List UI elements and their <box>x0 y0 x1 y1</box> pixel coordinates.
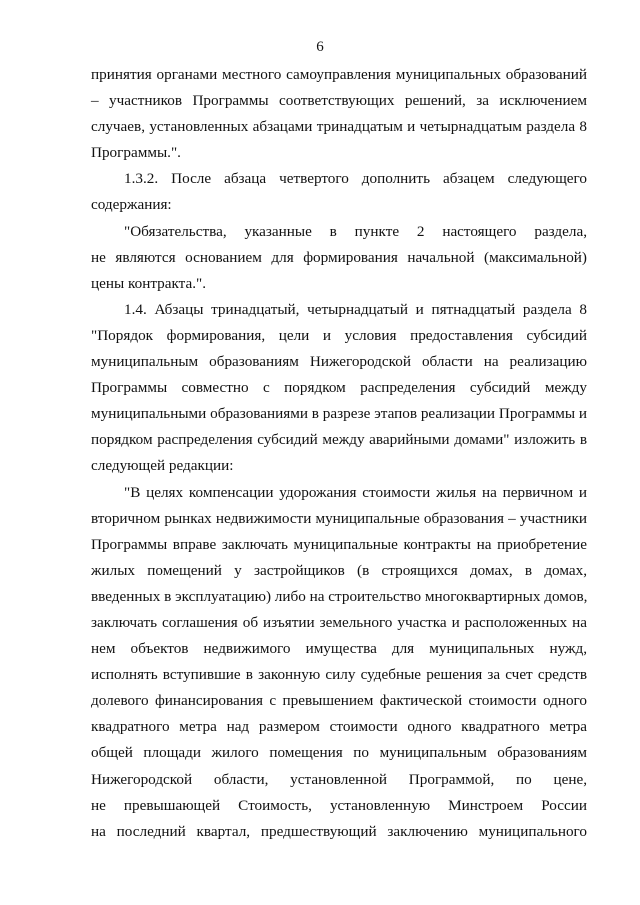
text-line: Программы.". <box>91 144 181 162</box>
text-line: заключать соглашения об изъятии земельного участка и расположенных на <box>91 613 587 631</box>
text-line: не являются основанием для формирования начальной (максимальной) <box>91 248 587 266</box>
text-line: 1.3.2. После абзаца четвертого дополнить абзацем следующего <box>124 170 587 188</box>
text-line: жилых помещений у застройщиков (в строящихся домах, в домах, <box>91 561 587 579</box>
text-line: квадратного метра над размером стоимости одного квадратного метра <box>91 718 587 736</box>
text-line: содержания: <box>91 196 172 214</box>
text-line: Нижегородской области, установленной Программой, по цене, <box>91 770 587 788</box>
text-line: следующей редакции: <box>91 457 234 475</box>
text-line: – участников Программы соответствующих решений, за исключением <box>91 92 587 110</box>
text-line: случаев, установленных абзацами тринадцатым и четырнадцатым раздела 8 <box>91 118 587 136</box>
text-line: муниципальным образованиям Нижегородской области на реализацию <box>91 353 587 371</box>
text-line: не превышающей Стоимость, установленную Минстроем России <box>91 796 587 814</box>
text-line: долевого финансирования с превышением фактической стоимости одного <box>91 692 587 710</box>
text-line: "В целях компенсации удорожания стоимости жилья на первичном и <box>124 483 587 501</box>
text-line: 1.4. Абзацы тринадцатый, четырнадцатый и пятнадцатый раздела 8 <box>124 300 587 318</box>
text-line: цены контракта.". <box>91 274 207 292</box>
text-line: "Обязательства, указанные в пункте 2 настоящего раздела, <box>124 222 587 240</box>
page-number: 6 <box>316 39 324 55</box>
text-line: принятия органами местного самоуправления муниципальных образований <box>91 66 587 83</box>
document-body <box>91 62 587 845</box>
text-line: "Порядок формирования, цели и условия предоставления субсидий <box>91 326 587 344</box>
text-line: Программы совместно с порядком распределения субсидий между <box>91 379 587 397</box>
text-line: нем объектов недвижимого имущества для муниципальных нужд, <box>91 640 587 658</box>
text-line: общей площади жилого помещения по муниципальным образованиям <box>91 744 587 762</box>
text-line: порядком распределения субсидий между аварийными домами" изложить в <box>91 431 587 449</box>
text-line: исполнять вступившие в законную силу судебные решения за счет средств <box>91 666 587 684</box>
text-line: Программы вправе заключать муниципальные контракты на приобретение <box>91 535 587 553</box>
text-line: на последний квартал, предшествующий заключению муниципального <box>91 822 587 840</box>
text-line: введенных в эксплуатацию) либо на строительство многоквартирных домов, <box>91 587 588 605</box>
text-line: вторичном рынках недвижимости муниципальные образования – участники <box>91 509 587 527</box>
text-line: муниципальными образованиями в разрезе этапов реализации Программы и <box>91 405 587 423</box>
